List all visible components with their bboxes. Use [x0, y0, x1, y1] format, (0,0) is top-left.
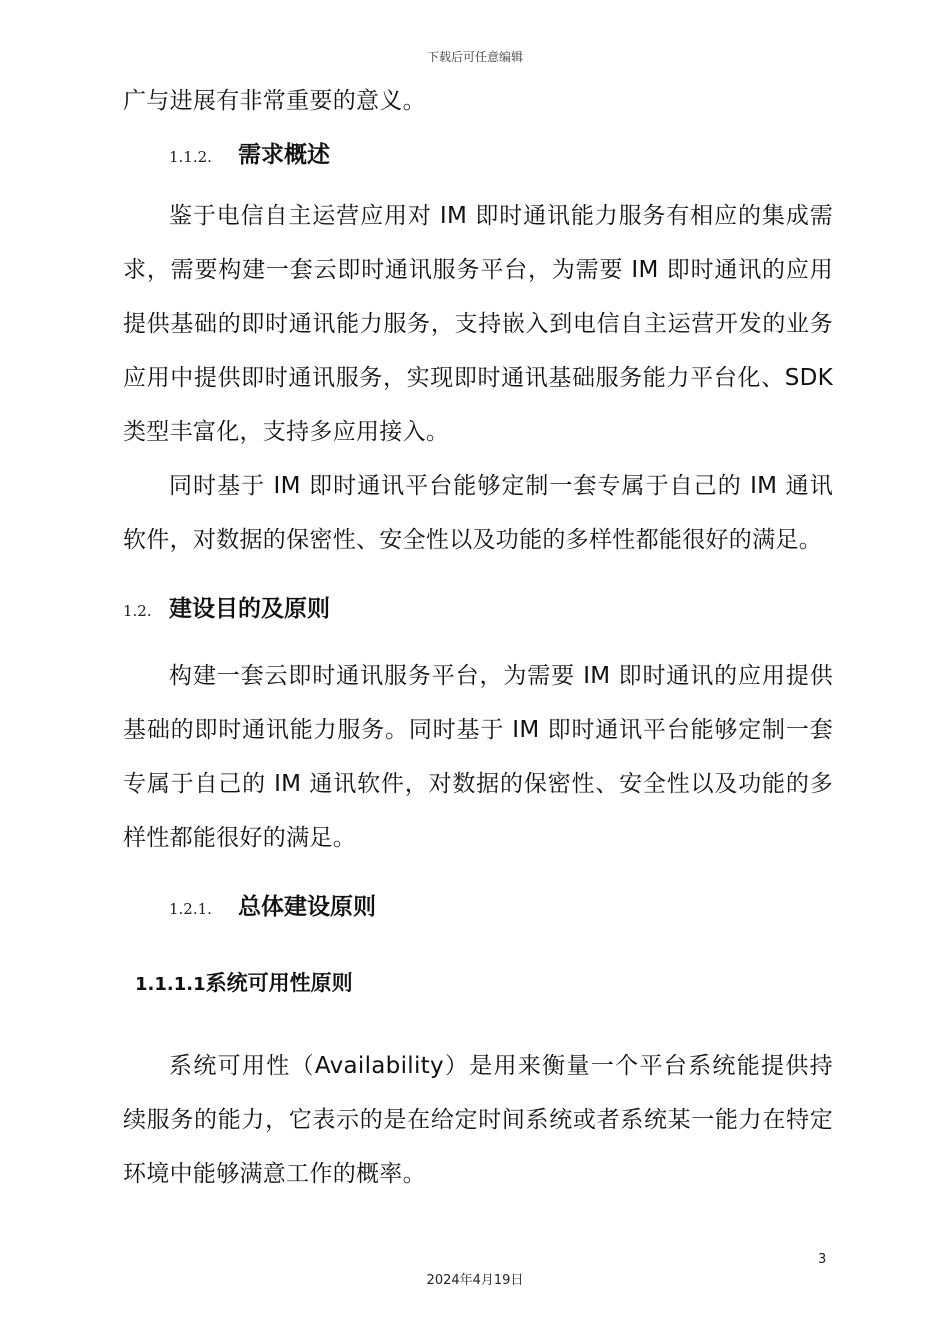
heading-1-2 — [123, 593, 833, 627]
heading-title: 需求概述 — [238, 142, 330, 168]
heading-number: 1.2.1. — [169, 900, 212, 918]
heading-1-2-1 — [123, 891, 833, 925]
heading-1-1-2 — [123, 139, 833, 173]
page-number: 3 — [818, 1252, 827, 1267]
paragraph-requirements: 鉴于电信自主运营应用对 IM 即时通讯能力服务有相应的集成需求，需要构建一套云即时通讯服务平台，为需要 IM 即时通讯的应用提供基础的即时通讯能力服务，支持嵌入到电信自主运营开发的业务应用中提供即时通讯服务，实现即时通讯基础服务能力平台化、SDK 类型丰富化，支持多应用接入。 — [123, 203, 833, 445]
heading-title: 总体建设原则 — [238, 894, 376, 920]
paragraph-custom-im: 同时基于 IM 即时通讯平台能够定制一套专属于自己的 IM 通讯软件，对数据的保密性、安全性以及功能的多样性都能很好的满足。 — [123, 473, 833, 553]
heading-title: 系统可用性原则 — [205, 971, 353, 995]
paragraph-availability: 系统可用性（Availability）是用来衡量一个平台系统能提供持续服务的能力，它表示的是在给定时间系统或者系统某一能力在特定环境中能够满意工作的概率。 — [123, 1053, 833, 1187]
page-header: 下载后可任意编辑 — [426, 50, 523, 64]
heading-title: 建设目的及原则 — [169, 596, 330, 622]
paragraph-continuation: 广与进展有非常重要的意义。 — [123, 88, 426, 114]
heading-1-1-1-1 — [123, 967, 833, 1001]
paragraph-goals: 构建一套云即时通讯服务平台，为需要 IM 即时通讯的应用提供基础的即时通讯能力服务。同时基于 IM 即时通讯平台能够定制一套专属于自己的 IM 通讯软件，对数据的保密性、安全性以及功能的多样性都能很好的满足。 — [123, 663, 833, 851]
heading-number: 1.2. — [123, 602, 152, 620]
heading-number: 1.1.2. — [169, 148, 212, 166]
page-footer-date: 2024年4月19日 — [426, 1273, 524, 1288]
document-body — [123, 74, 833, 1201]
heading-number: 1.1.1.1 — [135, 974, 206, 995]
